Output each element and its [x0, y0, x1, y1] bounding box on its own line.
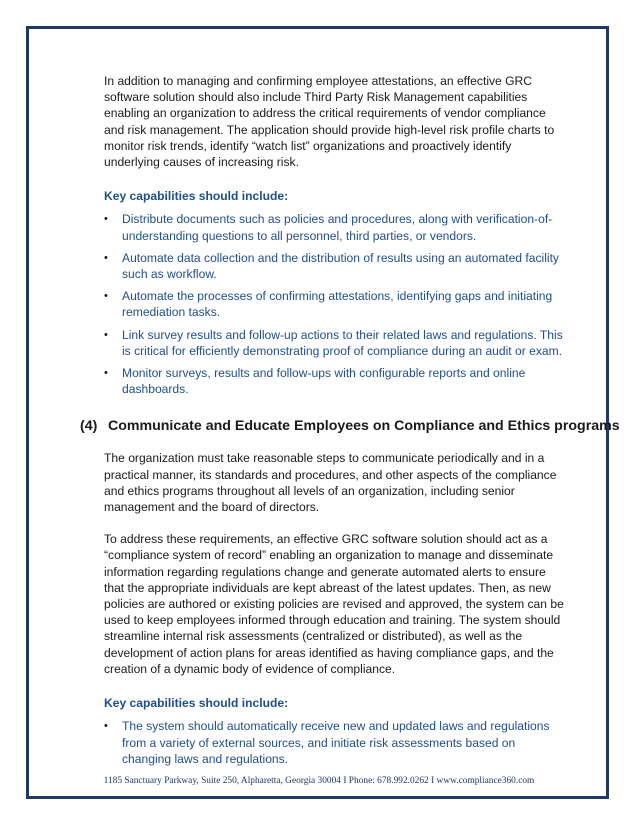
list-item-text: Monitor surveys, results and follow-ups with configurable reports and online dashboards. — [122, 366, 526, 397]
section-paragraph: The organization must take reasonable steps to communicate periodically and in a practical manner, its standards and procedures, and other aspects of the compliance and ethics programs throughout all levels of an organization, including senior management and the board of directors. — [104, 451, 557, 515]
list-item — [104, 288, 566, 320]
list-item-text: The system should automatically receive new and updated laws and regulations from a variety of external sources, and initiate risk assessments based on changing laws and regulations. — [122, 719, 550, 766]
intro-paragraph: In addition to managing and confirming employee attestations, an effective GRC software solution should also include Third Party Risk Management capabilities enabling an organization to address the critical requirements of vendor compliance and risk management. The application should provide high-level risk profile charts to monitor risk trends, identify “watch list” organizations and proactively identify underlying causes of increasing risk. — [104, 74, 555, 170]
list-item — [104, 718, 566, 767]
key-capabilities-heading: Key capabilities should include: — [104, 696, 289, 711]
list-item — [104, 365, 566, 397]
bullet-icon: • — [104, 328, 108, 341]
section-heading — [80, 417, 620, 435]
key-capabilities-heading: Key capabilities should include: — [104, 189, 289, 204]
list-item-text: Distribute documents such as policies and procedures, along with verification-of-understanding questions to all personnel, third parties, or vendors. — [122, 212, 553, 243]
list-item — [104, 327, 566, 359]
section-paragraph: To address these requirements, an effective GRC software solution should act as a “compliance system of record” enabling an organization to manage and disseminate information regarding regulations change and generate automated alerts to ensure that the appropriate individuals are kept abreast of the latest updates. Then, as new policies are authored or existing policies are revised and approved, the system can be used to keep employees informed through education and training. The system should streamline internal risk assessments (centralized or distributed), as well as the development of action plans for areas identified as having compliance gaps, and the creation of a dynamic body of evidence of compliance. — [104, 532, 564, 676]
bullet-icon: • — [104, 720, 108, 733]
list-item-text: Automate data collection and the distribution of results using an automated facility such as workflow. — [122, 250, 559, 282]
document-body — [80, 73, 620, 773]
key-capabilities-list — [104, 718, 566, 767]
list-item-text: Link survey results and follow-up actions to their related laws and regulations. This is critical for efficiently demonstrating proof of compliance during an audit or exam. — [122, 327, 563, 358]
section-number: (4) — [80, 418, 98, 435]
list-item — [104, 250, 566, 282]
bullet-icon: • — [104, 251, 108, 264]
section-title: Communicate and Educate Employees on Compliance and Ethics programs — [107, 418, 620, 435]
key-capabilities-list — [104, 211, 566, 397]
page-footer: 1185 Sanctuary Parkway, Suite 250, Alpharetta, Georgia 30004 I Phone: 678.992.0262 I www.compliance360.com — [103, 776, 535, 786]
bullet-icon: • — [104, 367, 108, 380]
list-item-text: Automate the processes of confirming attestations, identifying gaps and initiating remediation tasks. — [122, 289, 553, 320]
bullet-icon: • — [104, 213, 108, 226]
list-item — [104, 211, 566, 243]
bullet-icon: • — [104, 290, 108, 303]
